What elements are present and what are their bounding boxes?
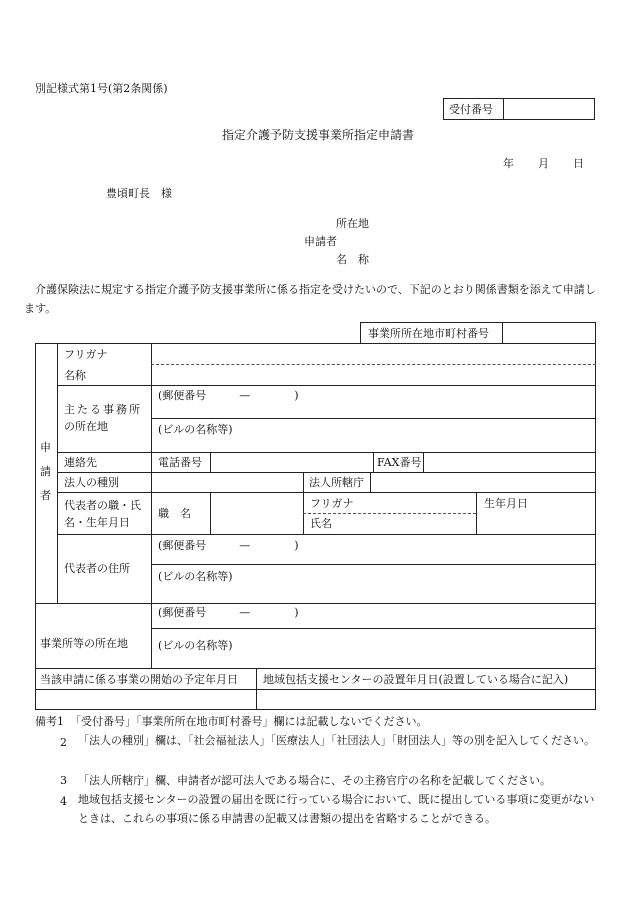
note-3-number: 3 — [60, 774, 67, 787]
applicant-vertical-2: 請 — [40, 465, 51, 478]
notes-head: 備考1 — [35, 715, 64, 728]
furigana-label: フリガナ — [64, 348, 108, 361]
center-date-label: 地域包括支援センターの設置年月日(設置している場合に記入) — [263, 673, 569, 686]
furigana-dashed-line — [151, 364, 596, 365]
document-title: 指定介護予防支援事業所指定申請書 — [222, 128, 415, 142]
corp-divider-1 — [303, 472, 304, 492]
municipality-number-label: 事業所所在地市町村番号 — [368, 327, 489, 340]
addressee: 豊頃町長 様 — [106, 187, 172, 200]
applicant-column-divider — [57, 343, 58, 603]
row-line — [35, 603, 596, 604]
office-location-label: 事業所等の所在地 — [40, 637, 128, 650]
phone-label: 電話番号 — [158, 456, 202, 469]
rep-address-building: (ビルの名称等) — [158, 570, 233, 583]
fax-left-divider — [373, 452, 374, 472]
receipt-divider — [503, 98, 504, 120]
phone-label-divider — [210, 452, 211, 472]
rep-name-label: 氏名 — [310, 517, 332, 530]
row-line — [57, 452, 596, 453]
corp-divider-2 — [370, 472, 371, 492]
applicant-vertical-3: 者 — [40, 489, 51, 502]
office-postal: (郵便番号 — ) — [158, 606, 299, 619]
applicant-vertical-1: 申 — [40, 441, 51, 454]
main-office-building: (ビルの名称等) — [158, 423, 233, 436]
fax-label: FAX番号 — [377, 456, 422, 469]
form-reference: 別記様式第1号(第2条関係) — [35, 82, 168, 95]
municipality-divider — [502, 322, 503, 344]
applicant-name-label: 名 称 — [336, 253, 369, 266]
row-line — [35, 689, 596, 690]
row-line — [151, 418, 596, 419]
row-line — [35, 668, 596, 669]
rep-furigana-label: フリガナ — [310, 497, 354, 510]
rep-furigana-dashed-line — [303, 513, 476, 514]
corp-type-label: 法人の種別 — [64, 476, 119, 489]
row-line — [57, 534, 596, 535]
rep-label-1: 代表者の職・氏 — [64, 499, 141, 512]
row-line — [57, 492, 596, 493]
note-1: 「受付番号」「事業所所在地市町村番号」欄には記載しないでください。 — [70, 715, 428, 728]
fax-right-divider — [423, 452, 424, 472]
note-2-number: 2 — [60, 736, 67, 749]
date-month: 月 — [538, 157, 549, 170]
main-office-label-2: の所在地 — [64, 420, 108, 433]
office-building: (ビルの名称等) — [158, 639, 233, 652]
date-year: 年 — [503, 157, 514, 170]
note-2: 「法人の種別」欄は、「社会福祉法人」「医療法人」「社団法人」「財団法人」等の別を記入してください。 — [78, 734, 595, 747]
position-label: 職 名 — [158, 507, 191, 520]
row-line — [57, 385, 596, 386]
corp-authority-label: 法人所轄庁 — [309, 476, 364, 489]
applicant-address-label: 所在地 — [336, 217, 369, 230]
name-label: 名称 — [64, 369, 86, 382]
birthdate-divider — [476, 492, 477, 534]
rep-label-2: 名・生年月日 — [64, 516, 130, 529]
row-line — [151, 564, 596, 565]
row-line — [57, 472, 596, 473]
rep-address-label: 代表者の住所 — [64, 562, 130, 575]
main-office-postal: (郵便番号 — ) — [158, 389, 299, 402]
start-date-label: 当該申請に係る事業の開始の予定年月日 — [40, 673, 238, 686]
applicant-label: 申請者 — [304, 235, 337, 248]
main-office-label-1: 主たる事務所 — [64, 403, 142, 416]
note-4: 地域包括支援センターの設置の届出を既に行っている場合において、既に提出している事項に変更がないときは、これらの事項に係る申請書の記載又は書類の提出を省略することができる。 — [78, 793, 595, 825]
row-line — [151, 628, 596, 629]
contact-label: 連絡先 — [64, 456, 97, 469]
rep-address-postal: (郵便番号 — ) — [158, 539, 299, 552]
receipt-number-label: 受付番号 — [449, 103, 493, 116]
note-4-number: 4 — [60, 795, 67, 808]
intro-paragraph: 介護保険法に規定する指定介護予防支援事業所に係る指定を受けたいので、下記のとおり関係書類を添えて申請します。 — [24, 283, 596, 315]
birthdate-label: 生年月日 — [484, 497, 528, 510]
note-3: 「法人所轄庁」欄、申請者が認可法人である場合に、その主務官庁の名称を記載してください。 — [78, 774, 551, 787]
position-divider-1 — [210, 492, 211, 534]
label-column-divider — [151, 343, 152, 668]
date-day: 日 — [573, 157, 584, 170]
